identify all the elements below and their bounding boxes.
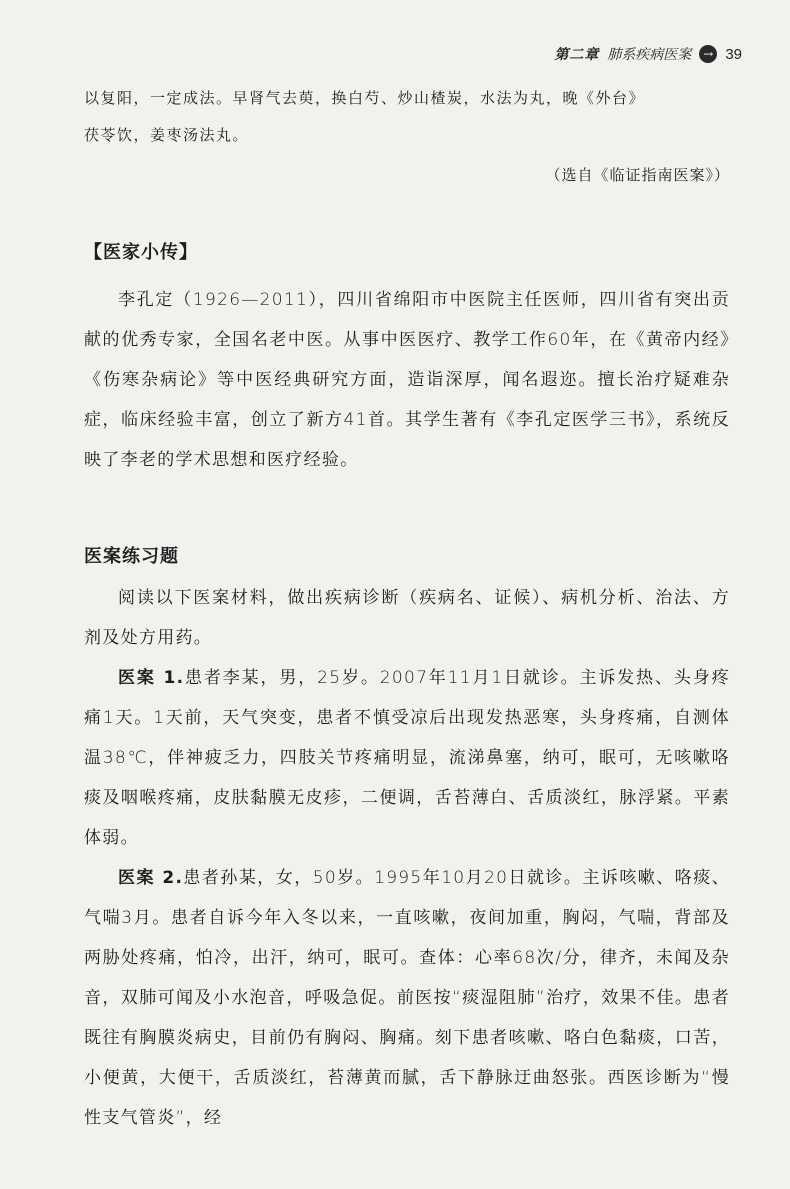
- page-content: [84, 80, 730, 1138]
- case-paragraph: [84, 858, 730, 1138]
- exercises-intro: 阅读以下医案材料，做出疾病诊断（疾病名、证候）、病机分析、治法、方剂及处方用药。: [84, 588, 730, 648]
- chapter-number: 第二章: [554, 47, 600, 63]
- case-text: 患者李某，男，25岁。2007年11月1日就诊。主诉发热、头身疼痛1天。1天前，天气突变，患者不慎受凉后出现发热恶寒，头身疼痛，自测体温38℃，伴神疲乏力，四肢关节疼痛明显，流涕鼻塞，纳可，眠可，无咳嗽咯痰及咽喉疼痛，皮肤黏膜无皮疹，二便调，舌苔薄白、舌质淡红，脉浮紧。平素体弱。: [84, 668, 730, 848]
- text-line: 茯苓饮，姜枣汤法丸。: [84, 126, 250, 144]
- source-citation: （选自《临证指南医案》）: [545, 166, 730, 184]
- text-line: 以复阳，一定成法。早肾气去萸，换白芍、炒山楂炭，水法为丸，晚《外台》: [84, 89, 646, 107]
- biography-paragraph: 李孔定（1926—2011），四川省绵阳市中医院主任医师，四川省有突出贡献的优秀专家，全国名老中医。从事中医医疗、教学工作60年，在《黄帝内经》《伤寒杂病论》等中医经典研究方面，造诣深厚，闻名遐迩。擅长治疗疑难杂症，临床经验丰富，创立了新方41首。其学生著有《李孔定医学三书》，系统反映了李老的学术思想和医疗经验。: [84, 290, 730, 470]
- biography-heading: 【医家小传】: [84, 242, 198, 263]
- page-number: 39: [725, 45, 742, 63]
- case-label: 医案 1.: [118, 668, 185, 688]
- case-text: 患者孙某，女，50岁。1995年10月20日就诊。主诉咳嗽、咯痰、气喘3月。患者自诉今年入冬以来，一直咳嗽，夜间加重，胸闷，气喘，背部及两胁处疼痛，怕冷，出汗，纳可，眠可。查体：心率68次/分，律齐，未闻及杂音，双肺可闻及小水泡音，呼吸急促。前医按“痰湿阻肺”治疗，效果不佳。患者既往有胸膜炎病史，目前仍有胸闷、胸痛。刻下患者咳嗽、咯白色黏痰，口苦，小便黄，大便干，舌质淡红，苔薄黄而腻，舌下静脉迂曲怒张。西医诊断为“慢性支气管炎”，经: [84, 868, 730, 1128]
- case-label: 医案 2.: [118, 868, 184, 888]
- arrow-right-icon: →: [699, 45, 717, 63]
- chapter-title: 肺系疾病医案: [607, 47, 692, 63]
- page-header: [554, 44, 742, 64]
- case-paragraph: [84, 658, 730, 858]
- exercises-heading: 医案练习题: [84, 546, 179, 567]
